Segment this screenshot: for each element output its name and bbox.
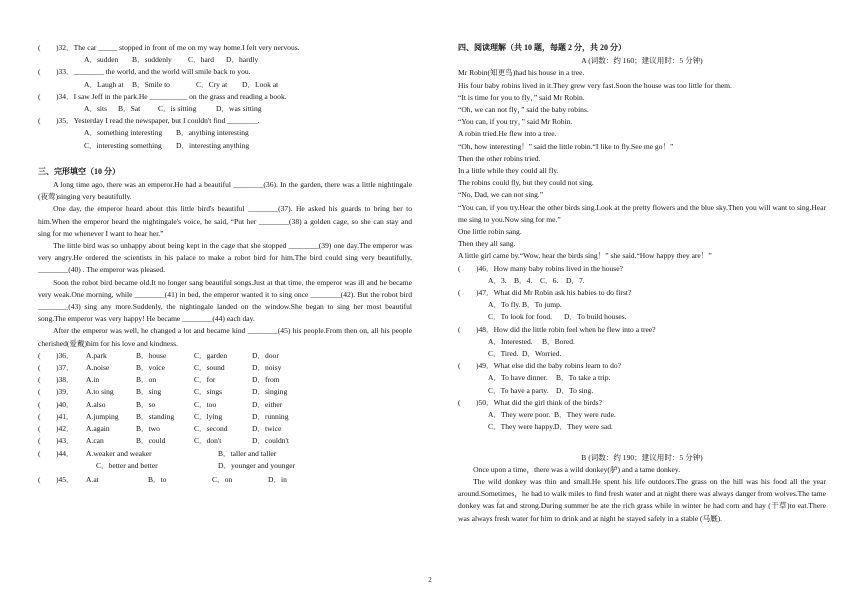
option-a: A．3. bbox=[488, 275, 507, 285]
option-a: A.can bbox=[86, 436, 104, 446]
passage-a-line: “You can, if you try.Hear the other birds sing.Look at the pretty flowers and the blue sky.Then you will want to sing.Hear me sing to you.Now sing for me.” bbox=[458, 202, 826, 224]
passage-a-line: “No, Dad, we can not sing.” bbox=[458, 190, 544, 200]
option-a: A．sits bbox=[84, 104, 108, 114]
question-33 bbox=[38, 66, 412, 78]
option-a: A.noise bbox=[86, 363, 110, 373]
passage-b-paragraph-2: The wild donkey was thin and small.He spent his life outdoors.The grass on the hill was his food all the year around.Sometimes，he had to walk miles to find fresh water and at night there was always danger from wolves.The tame donkey was fat and strong.During summer he ate the rich grass while in winter he had corn and hay (干草)to eat.There was always fresh water for him to drink and at night he stayed safely in a stable (马厩). bbox=[458, 476, 826, 523]
option-b: B．standing bbox=[136, 411, 175, 421]
passage-a-line: “You can, if you try，” said Mr Robin. bbox=[458, 117, 573, 127]
cloze-options-44-row2 bbox=[38, 460, 412, 472]
question-48-options-row1 bbox=[458, 336, 826, 348]
option-c: C．don't bbox=[194, 436, 222, 446]
question-number: )47． bbox=[476, 288, 494, 298]
option-c: C．garden bbox=[194, 350, 228, 360]
question-number: )41． bbox=[56, 411, 74, 421]
option-c: C．better and better bbox=[96, 460, 158, 470]
passage-b-paragraph-1: Once upon a time，there was a wild donkey(驴) and a tame donkey. bbox=[473, 464, 681, 474]
cloze-options-38 bbox=[38, 374, 412, 386]
option-c: C．is sitting bbox=[158, 104, 197, 114]
option-d: D．younger and younger bbox=[218, 460, 296, 470]
option-d: D．noisy bbox=[252, 363, 282, 373]
question-35-options-row2 bbox=[38, 140, 412, 152]
question-35 bbox=[38, 115, 412, 127]
question-number: )48． bbox=[476, 324, 494, 334]
left-column bbox=[38, 42, 412, 486]
option-d: D．singing bbox=[252, 387, 288, 397]
question-text: The car _____ stopped in front of me on my way home.I felt very nervous. bbox=[73, 43, 300, 52]
answer-paren[interactable]: ( bbox=[458, 324, 461, 334]
option-a: A．sudden bbox=[84, 55, 119, 65]
cloze-paragraph-3: The little bird was so unhappy about being kept in the cage that she stopped ________(39) one day.The emperor was very angry.He ordered the scientists in his palace to make a robot bird for him.The bird could sing very beautifully, ________(40) . The emperor was pleased. bbox=[38, 241, 412, 275]
option-c: C．Cry at bbox=[196, 79, 228, 89]
passage-a-line: A robin tried.He flew into a tree. bbox=[458, 129, 557, 139]
cloze-paragraph-4: Soon the robot bird became old.It no longer sang beautiful songs.Just at that time, the emperor was ill and he became very weak.One morning, while ________(41) in bed, the emperor wanted it to sing once ________(42). But the robot bird ________(43) sing any more.Suddenly, the nightingale landed on the window.She began to sing her most beautiful song.The emperor was very happy! He became ________(44) each day. bbox=[38, 277, 412, 324]
option-a: A．Laugh at bbox=[84, 79, 124, 89]
passage-a-line: In a little while they could all fly. bbox=[458, 166, 559, 176]
question-50-options-row1 bbox=[458, 409, 826, 421]
option-d: D．from bbox=[252, 375, 280, 385]
option-a: A．To have dinner. bbox=[488, 373, 548, 383]
answer-paren[interactable]: ( bbox=[38, 43, 41, 52]
option-d: D．running bbox=[252, 411, 289, 421]
question-32 bbox=[38, 42, 412, 54]
option-b: B．anything interesting bbox=[176, 128, 249, 138]
question-35-options-row1 bbox=[38, 127, 412, 139]
option-c: C．second bbox=[194, 424, 228, 434]
option-c: C．lying bbox=[194, 411, 223, 421]
cloze-options-42 bbox=[38, 423, 412, 435]
option-a: A.weaker and weaker bbox=[86, 448, 152, 458]
option-b: B．taller and taller bbox=[218, 448, 277, 458]
answer-paren[interactable]: ( bbox=[38, 424, 41, 434]
option-b: B．Sat bbox=[118, 104, 141, 114]
question-number: )42． bbox=[56, 424, 74, 434]
option-d: D．To sing. bbox=[556, 385, 594, 395]
option-c: C．sound bbox=[194, 363, 225, 373]
option-c: C．on bbox=[212, 474, 233, 484]
cloze-options-36 bbox=[38, 350, 412, 362]
option-d: D．in bbox=[268, 474, 287, 484]
answer-paren[interactable]: ( bbox=[38, 399, 41, 409]
question-33-options bbox=[38, 79, 412, 91]
cloze-options-41 bbox=[38, 411, 412, 423]
question-50 bbox=[458, 397, 826, 409]
cloze-options-37 bbox=[38, 362, 412, 374]
question-number: )32． bbox=[56, 43, 74, 52]
question-34-options bbox=[38, 103, 412, 115]
answer-paren[interactable]: ( bbox=[458, 288, 461, 298]
question-number: )49． bbox=[476, 361, 494, 371]
option-c: C．for bbox=[194, 375, 216, 385]
question-number: )36． bbox=[56, 350, 74, 360]
option-d: D．twice bbox=[252, 424, 282, 434]
answer-paren[interactable]: ( bbox=[38, 448, 41, 458]
cloze-options-43 bbox=[38, 435, 412, 447]
question-number: )50． bbox=[476, 397, 494, 407]
cloze-paragraph-1: A long time ago, there was an emperor.He had a beautiful ________(36). In the garden, there was a little nightingale (夜莺)singing very beautifully. bbox=[38, 180, 412, 202]
question-47-options-row1 bbox=[458, 299, 826, 311]
question-text: I saw Jeff in the park.He __________ on the grass and reading a book. bbox=[73, 91, 287, 101]
passage-a bbox=[458, 67, 826, 262]
option-b: B．house bbox=[136, 350, 167, 360]
question-number: )33． bbox=[56, 67, 74, 77]
question-text: What did the girl think of the birds? bbox=[493, 397, 602, 407]
option-b: B．To jump. bbox=[522, 300, 562, 310]
answer-paren[interactable]: ( bbox=[458, 263, 461, 273]
question-46 bbox=[458, 263, 826, 275]
option-d: D．To build houses. bbox=[564, 312, 627, 322]
option-b: B．could bbox=[136, 436, 166, 446]
option-a: A.park bbox=[86, 350, 107, 360]
passage-a-line: One little robin sang. bbox=[458, 227, 522, 237]
question-34 bbox=[38, 91, 412, 103]
answer-paren[interactable]: ( bbox=[458, 397, 461, 407]
option-b: B．Bored. bbox=[542, 336, 575, 346]
option-a: A.also bbox=[86, 399, 106, 409]
option-a: A.at bbox=[86, 474, 99, 484]
option-b: B．voice bbox=[136, 363, 165, 373]
question-47 bbox=[458, 287, 826, 299]
option-c: C．To look for food. bbox=[488, 312, 553, 322]
option-d: D．They were sad. bbox=[554, 422, 613, 432]
option-c: C．Tired. bbox=[488, 349, 519, 359]
right-column bbox=[458, 42, 826, 525]
question-48-options-row2 bbox=[458, 348, 826, 360]
option-b: B．two bbox=[136, 424, 160, 434]
answer-paren[interactable]: ( bbox=[38, 411, 41, 421]
question-50-options-row2 bbox=[458, 421, 826, 433]
option-b: B．sing bbox=[136, 387, 162, 397]
answer-paren[interactable]: ( bbox=[38, 387, 41, 397]
question-number: )35． bbox=[56, 116, 74, 126]
cloze-heading: 三、完形填空（10 分） bbox=[38, 166, 120, 176]
answer-paren[interactable]: ( bbox=[38, 116, 41, 126]
option-d: D．Look at bbox=[242, 79, 279, 89]
option-d: D．couldn't bbox=[252, 436, 289, 446]
option-c: C．To have a party. bbox=[488, 385, 549, 395]
question-number: )39． bbox=[56, 387, 74, 397]
option-a: A．They were poor. bbox=[488, 410, 551, 420]
option-d: D．hardly bbox=[226, 55, 259, 65]
cloze-options-45 bbox=[38, 474, 412, 486]
option-b: B．so bbox=[136, 399, 156, 409]
answer-paren[interactable]: ( bbox=[38, 436, 41, 446]
option-c: C．too bbox=[194, 399, 217, 409]
question-49-options-row1 bbox=[458, 372, 826, 384]
option-a: A.in bbox=[86, 375, 100, 385]
question-text: ________ the world, and the world will smile back to you. bbox=[73, 67, 251, 77]
option-b: B．on bbox=[136, 375, 157, 385]
reading-heading: 四、阅读理解（共 10 题，每题 2 分，共 20 分） bbox=[458, 43, 626, 52]
cloze-options-40 bbox=[38, 399, 412, 411]
question-32-options bbox=[38, 54, 412, 66]
passage-a-line: His four baby robins lived in it.They grew very fast.Soon the house was too little for them. bbox=[458, 80, 732, 90]
answer-paren[interactable]: ( bbox=[38, 91, 41, 101]
option-d: D．either bbox=[252, 399, 283, 409]
option-c: C．sings bbox=[194, 387, 223, 397]
option-d: D．Worried. bbox=[522, 349, 562, 359]
passage-b-info: B (词数：约 190；建议用时：5 分钟) bbox=[581, 452, 703, 462]
question-number: )40． bbox=[56, 399, 74, 409]
option-d: D．door bbox=[252, 350, 279, 360]
cloze-paragraph-5: After the emperor was well, he changed a lot and became kind ________(45) his people.From then on, all his people cherished(爱戴)him for his love and kindness. bbox=[38, 326, 412, 348]
option-c: C．They were happy. bbox=[488, 422, 555, 432]
option-a: A．Interested. bbox=[488, 336, 533, 346]
question-text: What did Mr Robin ask his babies to do first? bbox=[493, 288, 632, 298]
cloze-options-44-row1 bbox=[38, 448, 412, 460]
passage-a-line: Then the other robins tried. bbox=[458, 153, 541, 163]
option-b: B．to bbox=[148, 474, 167, 484]
option-a: A.to sing bbox=[86, 387, 114, 397]
question-number: )34． bbox=[56, 91, 74, 101]
question-46-options bbox=[458, 275, 826, 287]
passage-a-line: “Oh, how interesting！” said the little robin.“I like to fly.See me go！” bbox=[458, 141, 674, 151]
question-text: How did the little robin feel when he flew into a tree? bbox=[493, 324, 656, 334]
page-number: 2 bbox=[428, 576, 432, 584]
option-b: B．4. bbox=[514, 275, 533, 285]
question-48 bbox=[458, 324, 826, 336]
question-47-options-row2 bbox=[458, 311, 826, 323]
option-b: B．Smile to bbox=[132, 79, 170, 89]
passage-a-line: “Oh, we can not fly，” said the baby robins. bbox=[458, 105, 589, 115]
passage-a-line: The robins could fly, but they could not sing. bbox=[458, 178, 594, 188]
question-49-options-row2 bbox=[458, 385, 826, 397]
option-d: D．7. bbox=[566, 275, 585, 285]
answer-paren[interactable]: ( bbox=[38, 474, 41, 484]
answer-paren[interactable]: ( bbox=[38, 67, 41, 77]
question-number: )43． bbox=[56, 436, 74, 446]
question-49 bbox=[458, 360, 826, 372]
option-d: D．was sitting bbox=[216, 104, 262, 114]
question-number: )37． bbox=[56, 363, 74, 373]
answer-paren[interactable]: ( bbox=[458, 361, 461, 371]
option-b: B．To take a trip. bbox=[556, 373, 611, 383]
question-number: )44． bbox=[56, 448, 74, 458]
question-number: )45． bbox=[56, 474, 74, 484]
option-c: C．6. bbox=[540, 275, 559, 285]
question-number: )38． bbox=[56, 375, 74, 385]
answer-paren[interactable]: ( bbox=[38, 363, 41, 373]
question-text: Yesterday I read the newspaper, but I couldn't find ________. bbox=[73, 116, 260, 126]
question-text: What else did the baby robins learn to do? bbox=[493, 361, 622, 371]
question-text: How many baby robins lived in the house? bbox=[493, 263, 623, 273]
passage-a-info: A (词数：约 160；建议用时：5 分钟) bbox=[581, 56, 703, 66]
passage-a-line: A little girl came by.“Wow, hear the birds sing！” she said.“How happy they are！” bbox=[458, 251, 712, 261]
answer-paren[interactable]: ( bbox=[38, 375, 41, 385]
option-a: A．To fly. bbox=[488, 300, 521, 310]
option-d: D．interesting anything bbox=[176, 140, 250, 150]
passage-a-line: “It is time for you to fly，” said Mr Robin. bbox=[458, 92, 585, 102]
option-b: B．suddenly bbox=[132, 55, 172, 65]
cloze-options-39 bbox=[38, 386, 412, 398]
option-c: C．hard bbox=[188, 55, 214, 65]
cloze-paragraph-2: One day, the emperor heard about this little bird's beautiful ________(37). He asked his guards to bring her to him.When the emperor heard the nightingale's voice, he said, “Put her ________(38) a golden cage, so she can stay and sing for me whenever I want to hear her.” bbox=[38, 204, 412, 238]
passage-a-line: Mr Robin(知更鸟)had his house in a tree. bbox=[458, 68, 585, 78]
option-a: A.jumping bbox=[86, 411, 119, 421]
option-a: A．something interesting bbox=[84, 128, 163, 138]
option-b: B．They were rude. bbox=[554, 410, 616, 420]
answer-paren[interactable]: ( bbox=[38, 350, 41, 360]
question-number: )46． bbox=[476, 263, 494, 273]
option-a: A.again bbox=[86, 424, 110, 434]
passage-a-line: Then they all sang. bbox=[458, 239, 516, 249]
option-c: C．interesting something bbox=[84, 140, 162, 150]
